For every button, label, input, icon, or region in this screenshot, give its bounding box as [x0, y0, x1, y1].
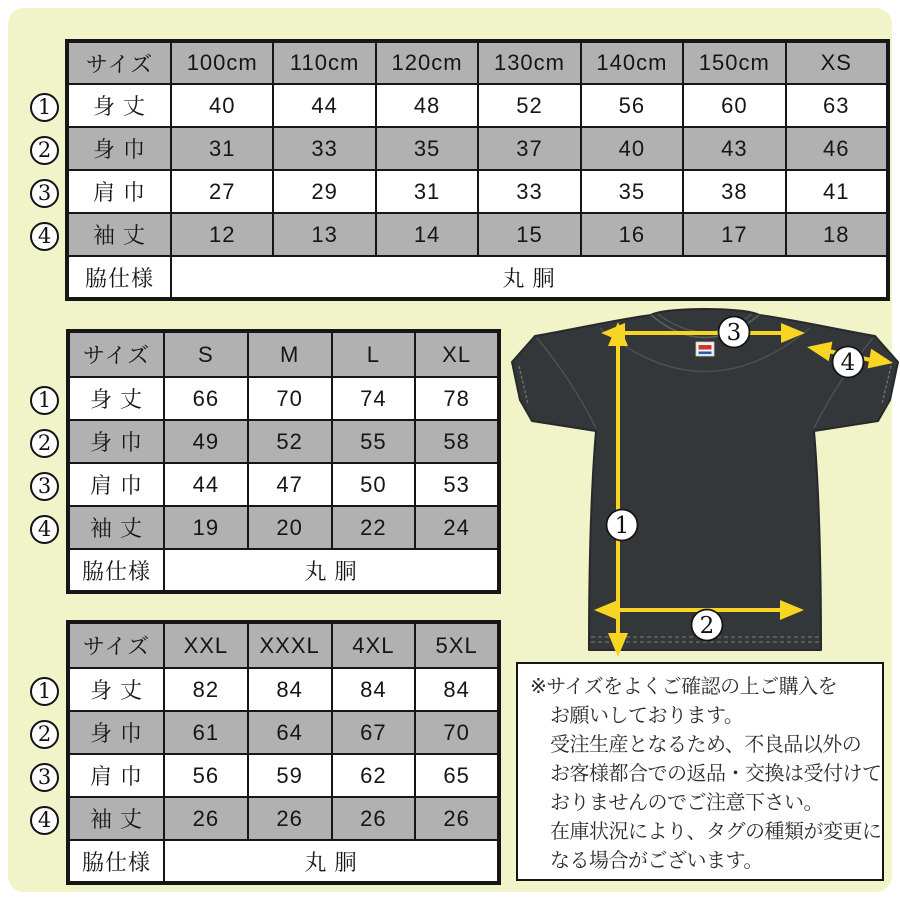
size-value: 17: [683, 213, 785, 256]
row-label: 袖 丈: [68, 797, 164, 840]
table-header-row: [68, 331, 499, 377]
table-row-body-length: [67, 84, 888, 127]
row-label: 脇仕様: [67, 256, 171, 299]
tshirt-graphic: [510, 300, 900, 660]
size-value: 82: [164, 668, 248, 711]
row-label: 身 巾: [67, 127, 171, 170]
note-line: ※サイズをよくご確認の上ご購入を: [530, 676, 838, 698]
side-spec-value: 丸 胴: [164, 840, 499, 883]
big-size-table: [66, 620, 501, 885]
size-value: 46: [786, 127, 888, 170]
size-value: 44: [164, 463, 248, 506]
size-value: 43: [683, 127, 785, 170]
size-value: 27: [171, 170, 273, 213]
size-value: 62: [332, 754, 416, 797]
table-row-body-width: [67, 127, 888, 170]
size-value: 48: [376, 84, 478, 127]
tshirt-measurement-diagram: [510, 300, 900, 660]
size-value: 52: [248, 420, 332, 463]
svg-text:4: 4: [840, 350, 856, 376]
row-label: 身 巾: [68, 420, 164, 463]
size-value: 19: [164, 506, 248, 549]
size-value: 47: [248, 463, 332, 506]
row-label: 肩 巾: [67, 170, 171, 213]
col-header: 4XL: [332, 622, 416, 668]
row-marker-3: 3: [30, 763, 59, 792]
col-header: L: [332, 331, 416, 377]
col-header: 150cm: [683, 41, 785, 84]
row-marker-3: 3: [30, 472, 59, 501]
size-value: 26: [332, 797, 416, 840]
size-value: 63: [786, 84, 888, 127]
size-value: 31: [171, 127, 273, 170]
size-value: 38: [683, 170, 785, 213]
row-marker-3: 3: [30, 179, 59, 208]
row-marker-2: 2: [30, 136, 59, 165]
note-line: おりませんのでご注意下さい。: [550, 792, 823, 814]
size-value: 35: [581, 170, 683, 213]
side-spec-value: 丸 胴: [164, 549, 499, 592]
table-row-body-width: [68, 711, 499, 754]
size-value: 67: [332, 711, 416, 754]
row-marker-4: 4: [30, 515, 59, 544]
row-label: 肩 巾: [68, 754, 164, 797]
size-value: 53: [415, 463, 499, 506]
col-header: XL: [415, 331, 499, 377]
table-row-body-length: [68, 668, 499, 711]
size-value: 26: [415, 797, 499, 840]
row-label: 身 巾: [68, 711, 164, 754]
purchase-note-box: [516, 662, 884, 881]
col-header: 130cm: [478, 41, 580, 84]
col-header: 120cm: [376, 41, 478, 84]
row-label: 脇仕様: [68, 840, 164, 883]
table-row-shoulder-width: [68, 463, 499, 506]
col-header: XXXL: [248, 622, 332, 668]
table-row-side-spec: [67, 256, 888, 299]
size-value: 12: [171, 213, 273, 256]
marker-2-circle: [692, 610, 723, 641]
size-value: 40: [581, 127, 683, 170]
size-value: 84: [415, 668, 499, 711]
note-line: お願いしております。: [550, 705, 744, 727]
row-label: 袖 丈: [67, 213, 171, 256]
size-value: 26: [248, 797, 332, 840]
table-row-sleeve-length: [68, 506, 499, 549]
size-value: 20: [248, 506, 332, 549]
col-header: 100cm: [171, 41, 273, 84]
size-value: 22: [332, 506, 416, 549]
col-header: XS: [786, 41, 888, 84]
size-value: 84: [248, 668, 332, 711]
table-row-body-width: [68, 420, 499, 463]
row-label: 身 丈: [67, 84, 171, 127]
size-value: 58: [415, 420, 499, 463]
row-label: 身 丈: [68, 377, 164, 420]
row-marker-4: 4: [30, 806, 59, 835]
row-marker-1: 1: [30, 93, 59, 122]
side-spec-value: 丸 胴: [171, 256, 888, 299]
size-value: 24: [415, 506, 499, 549]
col-header: S: [164, 331, 248, 377]
size-value: 33: [273, 127, 375, 170]
size-value: 40: [171, 84, 273, 127]
size-value: 16: [581, 213, 683, 256]
size-value: 41: [786, 170, 888, 213]
row-label: 肩 巾: [68, 463, 164, 506]
size-header-cell: サイズ: [68, 622, 164, 668]
col-header: XXL: [164, 622, 248, 668]
note-line: 受注生産となるため、不良品以外の: [550, 734, 862, 756]
row-label: 脇仕様: [68, 549, 164, 592]
table-row-shoulder-width: [67, 170, 888, 213]
size-value: 18: [786, 213, 888, 256]
size-value: 52: [478, 84, 580, 127]
note-line: なる場合がございます。: [550, 850, 763, 872]
size-value: 56: [581, 84, 683, 127]
size-value: 37: [478, 127, 580, 170]
col-header: 140cm: [581, 41, 683, 84]
size-header-cell: サイズ: [67, 41, 171, 84]
size-value: 70: [248, 377, 332, 420]
size-value: 33: [478, 170, 580, 213]
size-value: 31: [376, 170, 478, 213]
size-value: 84: [332, 668, 416, 711]
marker-4-circle: [833, 347, 864, 378]
table-row-sleeve-length: [68, 797, 499, 840]
table-row-sleeve-length: [67, 213, 888, 256]
brand-tag-icon: [696, 342, 714, 356]
row-marker-2: 2: [30, 429, 59, 458]
table-row-body-length: [68, 377, 499, 420]
note-line: お客様都合での返品・交換は受付けて: [550, 763, 882, 785]
row-label: 袖 丈: [68, 506, 164, 549]
table-header-row: [67, 41, 888, 84]
table-row-shoulder-width: [68, 754, 499, 797]
size-value: 61: [164, 711, 248, 754]
note-line: 在庫状況により、タグの種類が変更に: [550, 821, 882, 843]
table-row-side-spec: [68, 549, 499, 592]
svg-text:1: 1: [614, 513, 630, 539]
size-value: 14: [376, 213, 478, 256]
size-value: 44: [273, 84, 375, 127]
size-value: 13: [273, 213, 375, 256]
row-marker-1: 1: [30, 386, 59, 415]
col-header: 5XL: [415, 622, 499, 668]
size-value: 59: [248, 754, 332, 797]
col-header: 110cm: [273, 41, 375, 84]
marker-1-circle: [607, 510, 638, 541]
row-label: 身 丈: [68, 668, 164, 711]
size-value: 15: [478, 213, 580, 256]
svg-text:3: 3: [726, 320, 742, 346]
size-value: 26: [164, 797, 248, 840]
size-value: 60: [683, 84, 785, 127]
size-value: 50: [332, 463, 416, 506]
size-value: 55: [332, 420, 416, 463]
size-value: 65: [415, 754, 499, 797]
size-value: 74: [332, 377, 416, 420]
col-header: M: [248, 331, 332, 377]
size-value: 56: [164, 754, 248, 797]
size-header-cell: サイズ: [68, 331, 164, 377]
adult-size-table: [66, 329, 501, 594]
size-value: 66: [164, 377, 248, 420]
table-row-side-spec: [68, 840, 499, 883]
size-value: 64: [248, 711, 332, 754]
marker-3-circle: [719, 317, 750, 348]
size-value: 29: [273, 170, 375, 213]
table-header-row: [68, 622, 499, 668]
row-marker-1: 1: [30, 677, 59, 706]
size-value: 35: [376, 127, 478, 170]
kids-size-table: [65, 39, 890, 301]
size-value: 78: [415, 377, 499, 420]
row-marker-2: 2: [30, 720, 59, 749]
size-value: 49: [164, 420, 248, 463]
row-marker-4: 4: [30, 222, 59, 251]
svg-text:2: 2: [699, 613, 715, 639]
size-value: 70: [415, 711, 499, 754]
